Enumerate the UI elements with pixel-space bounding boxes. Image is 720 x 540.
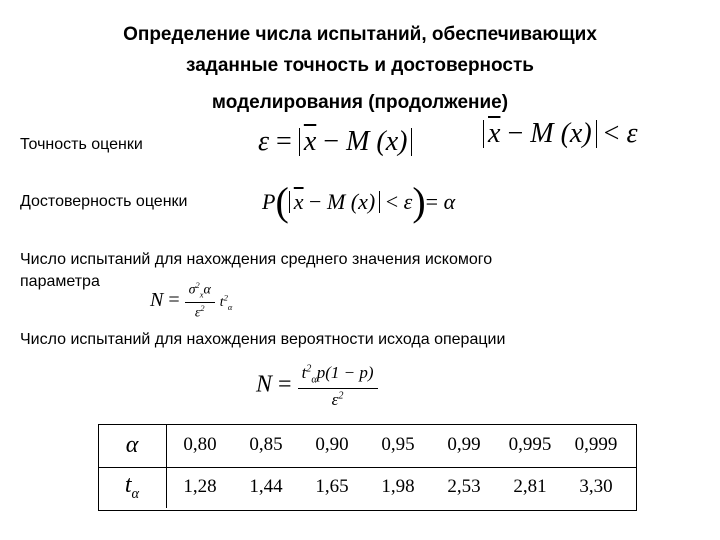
t-value: 1,44 xyxy=(249,476,283,497)
trials-mean-label-2: параметра xyxy=(20,273,100,290)
reliability-label: Достоверность оценки xyxy=(20,193,188,210)
table-row-t xyxy=(98,466,629,508)
alpha-value: 0,999 xyxy=(574,434,618,455)
alpha-t-table xyxy=(98,424,629,508)
t-value: 3,30 xyxy=(579,476,613,497)
t-value: 2,81 xyxy=(513,476,547,497)
trials-mean-label-1: Число испытаний для нахождения среднего значения искомого xyxy=(20,251,493,268)
alpha-value: 0,99 xyxy=(447,434,481,455)
trials-mean-formula: N = $\frac{\sigma^2_x\alpha}{\varepsilon^2}$ $t^2_\alpha$ xyxy=(150,281,233,321)
trials-prob-formula: N = $\frac{t^2_\alpha p(1 - p)}{\varepsilon^2}$ xyxy=(256,364,378,408)
alpha-value: 0,95 xyxy=(381,434,415,455)
t-value: 1,65 xyxy=(315,476,349,497)
table-row-divider xyxy=(98,467,637,468)
alpha-value: 0,90 xyxy=(315,434,349,455)
alpha-value: 0,995 xyxy=(508,434,552,455)
t-header: $t_\alpha$ xyxy=(98,466,167,508)
accuracy-label: Точность оценки xyxy=(20,136,143,153)
alpha-value: 0,85 xyxy=(249,434,283,455)
reliability-formula: P( $\overline{x} - M$ (x) < ε)= α xyxy=(262,179,456,224)
t-value: 1,28 xyxy=(183,476,217,497)
title-line-2: заданные точность и достоверность xyxy=(186,55,534,76)
title-line-1: Определение числа испытаний, обеспечивающих xyxy=(123,24,597,45)
alpha-value: 0,80 xyxy=(183,434,217,455)
accuracy-formula: $\varepsilon = \overline{x} - M$ (x) xyxy=(258,128,412,156)
trials-prob-label: Число испытаний для нахождения вероятности исхода операции xyxy=(20,331,506,348)
table-row-alpha xyxy=(98,424,629,466)
alpha-header: α xyxy=(98,424,167,466)
t-value: 1,98 xyxy=(381,476,415,497)
accuracy-condition: $\overline{x} - M$ (x) < ε xyxy=(483,120,637,148)
t-value: 2,53 xyxy=(447,476,481,497)
title-line-3: моделирования (продолжение) xyxy=(211,92,509,113)
